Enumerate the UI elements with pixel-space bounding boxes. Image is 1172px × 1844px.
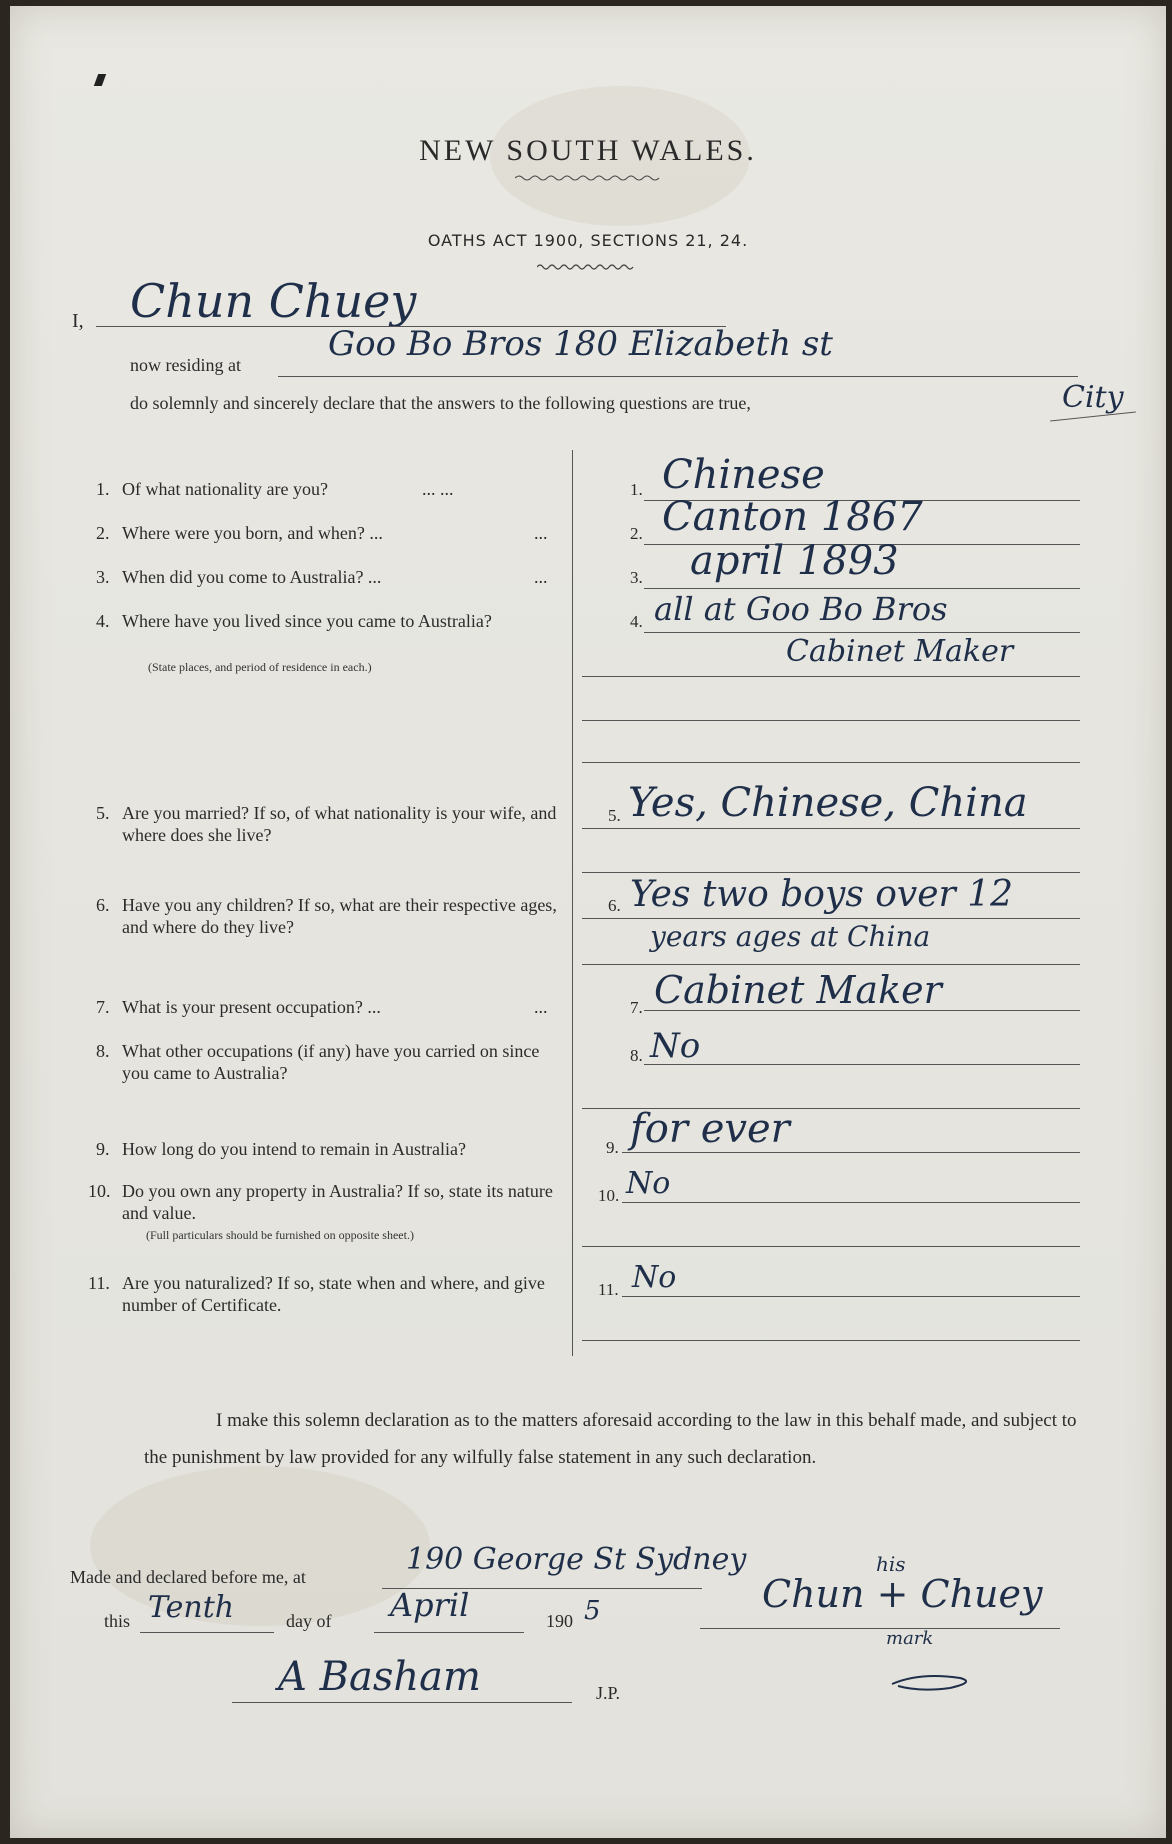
answer-5: Yes, Chinese, China <box>628 780 1028 826</box>
signature-line <box>700 1628 1060 1629</box>
question-4-text: Where have you lived since you came to Australia? <box>122 611 492 631</box>
question-7-dots: ... <box>534 997 548 1017</box>
question-1-dots: ... ... <box>422 479 454 499</box>
answer-3: april 1893 <box>690 538 899 584</box>
question-3-number: 3. <box>96 567 110 587</box>
question-2-text: Where were you born, and when? ... <box>122 523 383 543</box>
answer-8-line <box>644 1064 1080 1065</box>
question-2-number: 2. <box>96 523 110 543</box>
question-11-number: 11. <box>88 1273 110 1293</box>
answer-9-line <box>622 1152 1080 1153</box>
jp-label: J.P. <box>596 1683 621 1703</box>
question-6-number: 6. <box>96 895 110 915</box>
made-declared-label: Made and declared before me, at <box>70 1567 306 1587</box>
declarant-name: Chun Chuey <box>130 274 417 328</box>
signature-his: his <box>876 1552 906 1576</box>
answer-8-number: 8. <box>630 1046 643 1065</box>
question-1-number: 1. <box>96 479 110 499</box>
answer-2-number: 2. <box>630 524 643 543</box>
answer-7-number: 7. <box>630 998 643 1017</box>
question-9-text: How long do you intend to remain in Australia? <box>122 1139 466 1159</box>
jp-signature: A Basham <box>278 1654 481 1700</box>
answer-7-line <box>644 1010 1080 1011</box>
answer-7: Cabinet Maker <box>654 968 942 1012</box>
question-6-text: Have you any children? If so, what are their respective ages, and where do they live? <box>122 895 557 937</box>
answer-6-line <box>582 918 1080 919</box>
answer-6-line2: years ages at China <box>650 920 931 953</box>
question-8-number: 8. <box>96 1041 110 1061</box>
answer-1: Chinese <box>662 452 825 498</box>
answer-4-line <box>644 632 1080 633</box>
declaration-form <box>10 6 1166 1838</box>
residing-label: now residing at <box>130 355 241 375</box>
answer-1-number: 1. <box>630 480 643 499</box>
question-1-text: Of what nationality are you? <box>122 479 328 499</box>
answer-11-line <box>622 1296 1080 1297</box>
question-2-dots: ... <box>534 523 548 543</box>
residing-value: Goo Bo Bros 180 Elizabeth st <box>328 324 833 364</box>
signature-mark: mark <box>886 1628 934 1649</box>
answer-5-number: 5. <box>608 806 621 825</box>
answer-4: all at Goo Bo Bros <box>654 590 948 628</box>
made-declared-place: 190 George St Sydney <box>406 1542 747 1577</box>
question-7-number: 7. <box>96 997 110 1017</box>
declare-text: do solemnly and sincerely declare that the answers to the following questions are true, <box>130 393 751 413</box>
answer-9-number: 9. <box>606 1138 619 1157</box>
answer-10-number: 10. <box>598 1186 620 1205</box>
answer-11-line-2 <box>582 1340 1080 1341</box>
question-7-text: What is your present occupation? ... <box>122 997 381 1017</box>
answer-5-line-2 <box>582 872 1080 873</box>
question-10-number: 10. <box>88 1181 111 1201</box>
question-5-text: Are you married? If so, of what nationality is your wife, and where does she live? <box>122 803 557 845</box>
column-divider <box>572 450 573 1356</box>
month-line <box>374 1632 524 1633</box>
question-5-number: 5. <box>96 803 110 823</box>
answer-4-line-2 <box>582 676 1080 677</box>
question-8-text: What other occupations (if any) have you carried on since you came to Australia? <box>122 1041 540 1083</box>
question-3-text: When did you come to Australia? ... <box>122 567 382 587</box>
answer-3-line <box>644 588 1080 589</box>
question-4-note: (State places, and period of residence in each.) <box>148 660 372 674</box>
subtitle-ornament <box>537 262 637 272</box>
signature-name: Chun + Chuey <box>762 1572 1043 1616</box>
title-ornament <box>515 172 665 184</box>
question-10-note: (Full particulars should be furnished on opposite sheet.) <box>146 1228 414 1242</box>
question-3-dots: ... <box>534 567 548 587</box>
year-suffix: 5 <box>584 1596 601 1626</box>
answer-6: Yes two boys over 12 <box>630 874 1014 915</box>
declarant-prefix: I, <box>72 310 84 332</box>
answer-2: Canton 1867 <box>662 494 923 540</box>
answer-8: No <box>650 1026 701 1066</box>
paper-stain <box>90 1466 430 1626</box>
question-9-number: 9. <box>96 1139 110 1159</box>
form-subtitle: OATHS ACT 1900, SECTIONS 21, 24. <box>427 231 749 250</box>
answer-9: for ever <box>630 1106 790 1152</box>
answer-4-line-3 <box>582 720 1080 721</box>
answer-3-number: 3. <box>630 568 643 587</box>
day-value: Tenth <box>148 1590 235 1625</box>
answer-11-number: 11. <box>598 1280 619 1299</box>
declaration-paragraph: I make this solemn declaration as to the matters aforesaid according to the law in this behalf made, and subject to the punishment by law provided for any wilfully false statement in any such declaration. <box>144 1410 1077 1468</box>
this-label: this <box>104 1611 131 1631</box>
jp-signature-line <box>232 1702 572 1703</box>
answer-6-number: 6. <box>608 896 621 915</box>
signature-flourish <box>890 1672 980 1692</box>
form-title: NEW SOUTH WALES. <box>419 134 757 167</box>
answer-4-line2: Cabinet Maker <box>786 634 1014 669</box>
answer-6-line-2 <box>582 964 1080 965</box>
day-line <box>140 1632 274 1633</box>
answer-10: No <box>626 1166 671 1201</box>
answer-4-number: 4. <box>630 612 643 631</box>
year-prefix: 190 <box>546 1611 573 1631</box>
answer-10-line <box>622 1202 1080 1203</box>
answer-4-line-4 <box>582 762 1080 763</box>
answer-10-line-2 <box>582 1246 1080 1247</box>
question-10-text: Do you own any property in Australia? If so, state its nature and value. <box>122 1181 553 1223</box>
answer-5-line <box>582 828 1080 829</box>
question-11-text: Are you naturalized? If so, state when and where, and give number of Certificate. <box>122 1273 545 1315</box>
city-value: City <box>1062 380 1124 415</box>
question-4-number: 4. <box>96 611 110 631</box>
answer-11: No <box>632 1260 677 1295</box>
month-value: April <box>390 1586 470 1624</box>
day-of-label: day of <box>286 1611 332 1631</box>
residing-line <box>278 376 1078 377</box>
ink-mark <box>94 74 106 86</box>
